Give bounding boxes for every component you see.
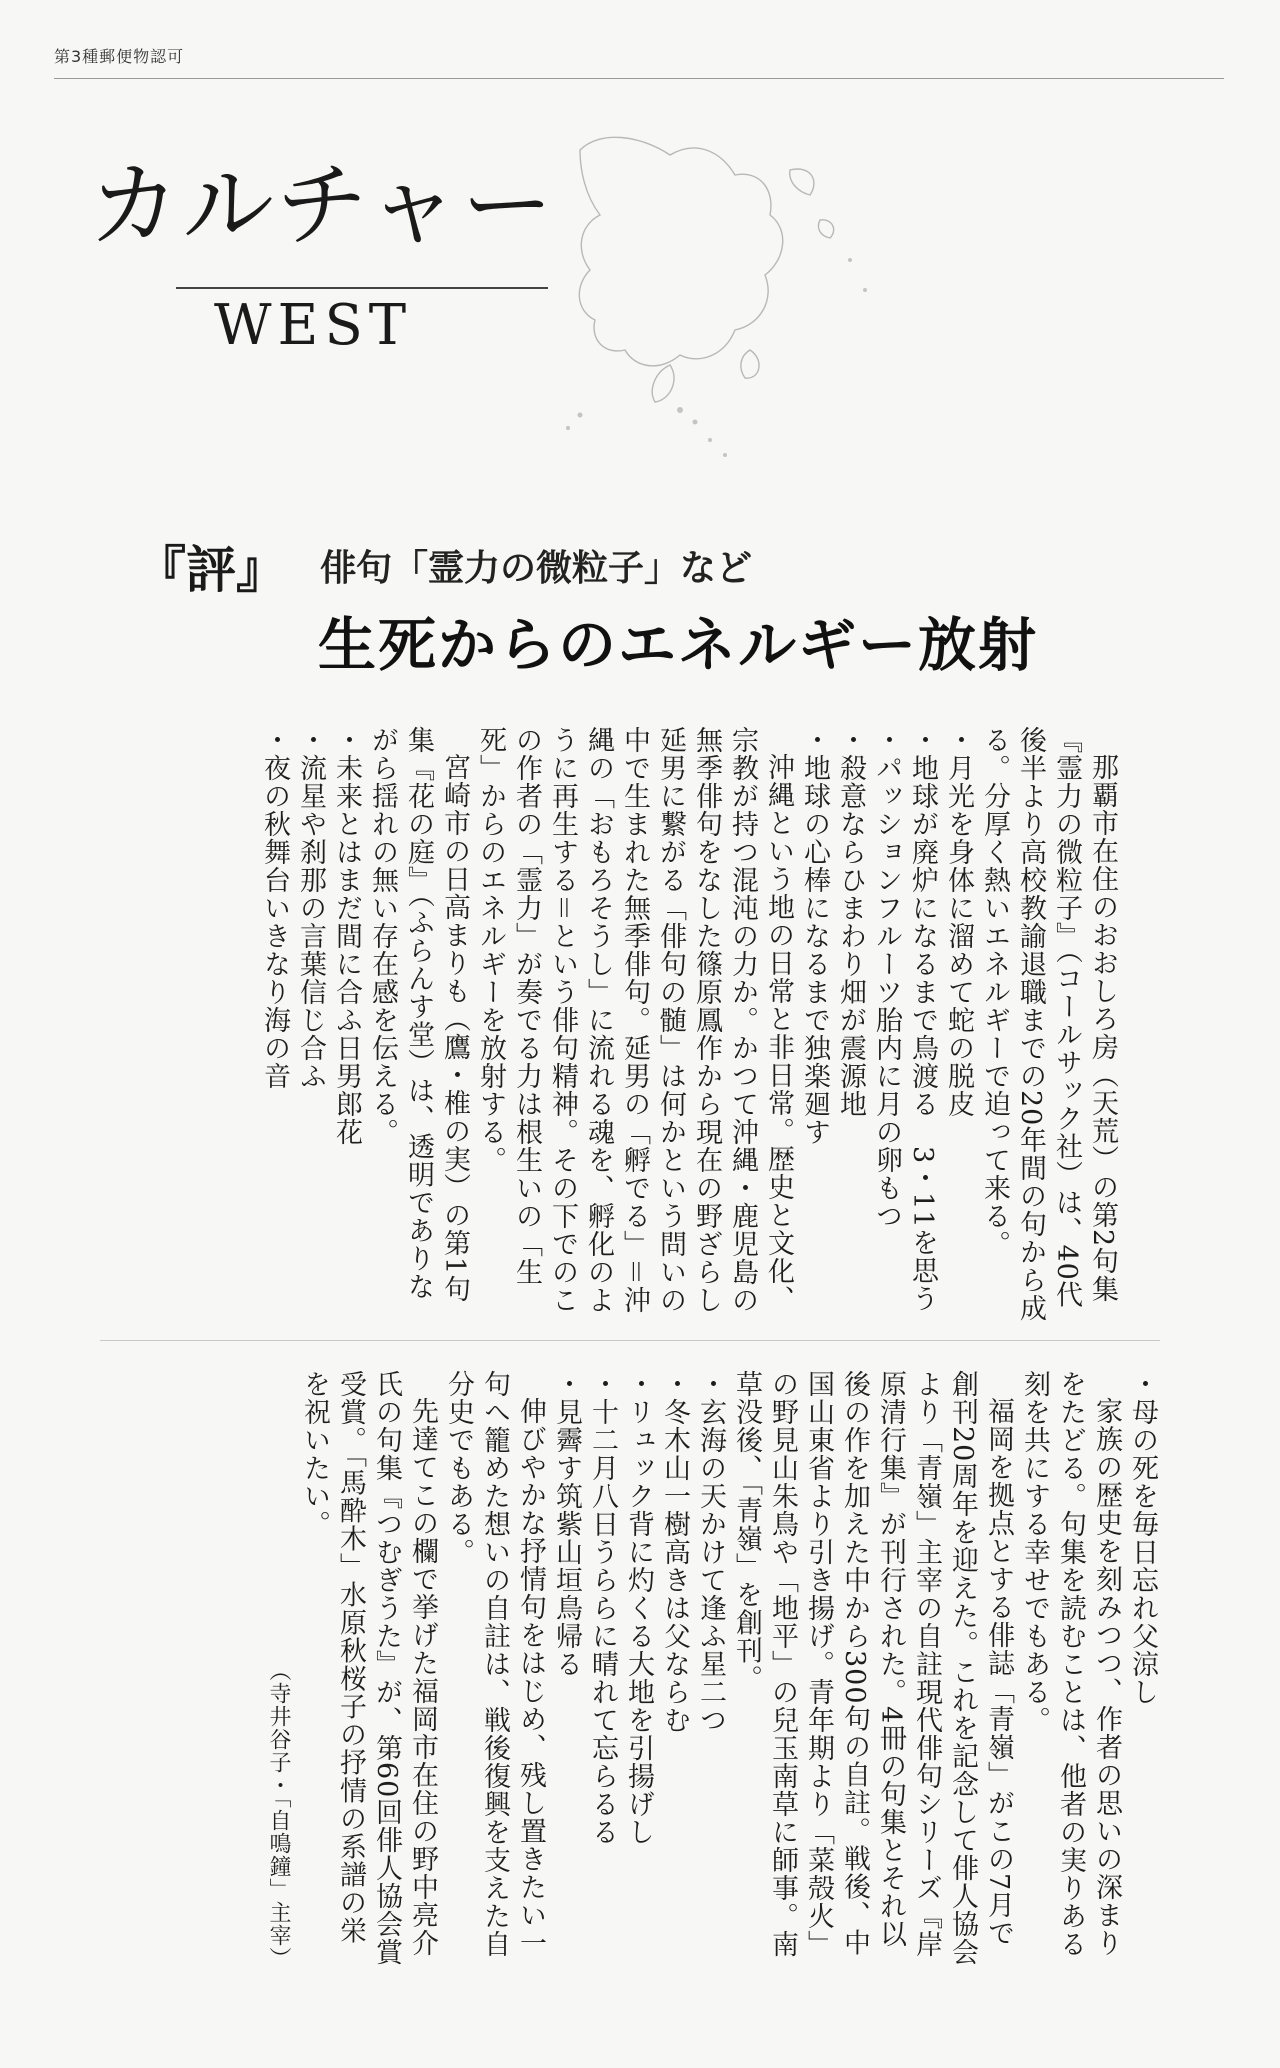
haiku-line: ・未来とはまだ間に合ふ日男郎花 [331,726,362,1146]
haiku-line: ・流星や刹那の言葉信じ合ふ [295,726,326,1090]
haiku-line: ・母の死を毎日忘れ父涼し [1127,1370,1158,1706]
section-subtitle: WEST [214,293,413,358]
review-label: 『評』 [136,540,286,599]
section-title-rule [176,287,548,289]
haiku-line: ・殺意ならひまわり畑が震源地 [835,726,866,1118]
body-paragraph: 伸びやかな抒情句をはじめ、残し置きたい一句へ籠めた想いの自註は、戦後復興を支えた自分史でもある。 [443,1370,546,1958]
author-signature: （寺井谷子・「自鳴鐘」主宰） [266,1659,291,1970]
haiku-line: ・十二月八日うららに晴れて忘らるる [587,1370,618,1846]
body-divider [100,1340,1160,1341]
haiku-line: ・月光を身体に溜めて蛇の脱皮 [943,726,974,1118]
article-body-upper [100,726,1120,1328]
article-body-lower [100,1370,1160,1970]
body-paragraph: 家族の歴史を刻みつつ、作者の思いの深まりをたどる。句集を読むことは、他者の実りある刻を共にする幸せでもある。 [1019,1370,1122,1958]
haiku-line: ・見霽す筑紫山垣鳥帰る [551,1370,582,1678]
haiku-line: ・夜の秋舞台いきなり海の音 [259,726,290,1090]
body-paragraph: 那覇市在住のおおしろ房（天荒）の第2句集『霊力の微粒子』（コールサック社）は、40代後半より高校教諭退職までの20年間の句から成る。分厚く熱いエネルギーで迫って来る。 [979,726,1118,1323]
article-subtitle: 俳句「霊力の微粒子」など [320,547,753,589]
kyushu-map-illustration [520,110,940,500]
body-paragraph: 先達てこの欄で挙げた福岡市在住の野中亮介氏の句集『つむぎうた』が、第60回俳人協会賞受賞。「馬酔木」水原秋桜子の抒情の系譜の栄を祝いたい。 [299,1370,438,1967]
section-title: カルチャー [88,152,556,259]
haiku-line: ・地球が廃炉になるまで鳥渡る 3・11を思う [907,726,938,1313]
top-divider [54,78,1224,79]
body-paragraph: 福岡を拠点とする俳誌「青嶺」がこの7月で創刊20周年を迎えた。これを記念して俳人協会より「青嶺」主宰の自註現代俳句シリーズ『岸原清行集』が刊行された。4冊の句集とそれ以後の作を加えた中から300句の自註。戦後、中国山東省より引き揚げ。青年期より「菜殻火」の野見山朱鳥や「地平」の兒玉南草に師事。南草没後、「青嶺」を創刊。 [731,1370,1014,1967]
haiku-line: ・パッションフルーツ胎内に月の卵もつ [871,726,902,1230]
article-headline: 生死からのエネルギー放射 [318,611,1039,679]
haiku-line: ・地球の心棒になるまで独楽廻す [799,726,830,1146]
haiku-line: ・玄海の天かけて逢ふ星二つ [695,1370,726,1734]
haiku-line: ・リュック背に灼くる大地を引揚げし [623,1370,654,1846]
postal-permit-text: 第3種郵便物認可 [54,47,185,66]
body-paragraph: 沖縄という地の日常と非日常。歴史と文化、宗教が持つ混沌の力か。かつて沖縄・鹿児島の無季俳句をなした篠原鳳作から現在の野ざらし延男に繋がる「俳句の髄」は何かという問いの中で生まれた無季俳句。延男の「孵でる」＝沖縄の「おもろそうし」に流れる魂を、孵化のように再生する＝という俳句精神。その下でのこの作者の「霊力」が奏でる力は根生いの「生死」からのエネルギーを放射する。 [475,726,794,1314]
haiku-line: ・冬木山一樹高きは父ならむ [659,1370,690,1734]
body-paragraph: 宮崎市の日高まりも（鷹・椎の実）の第1句集『花の庭』（ふらんす堂）は、透明でありながら揺れの無い存在感を伝える。 [367,726,470,1304]
